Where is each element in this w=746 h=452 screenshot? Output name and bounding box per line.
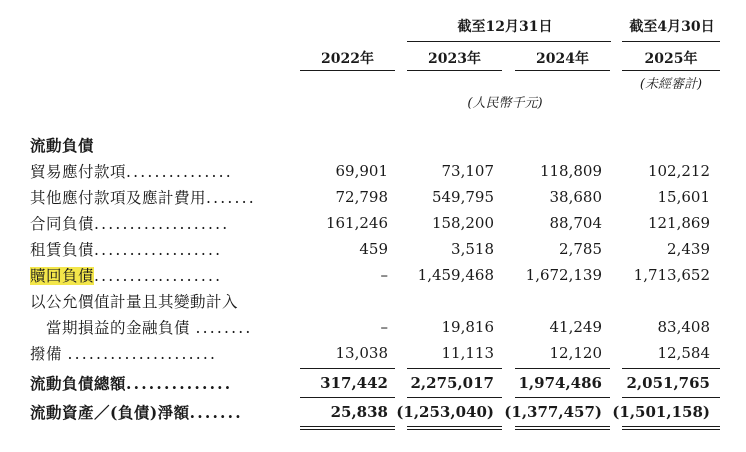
label-text: 其他應付款項及應計費用 bbox=[30, 189, 207, 207]
leader-dots: ............... bbox=[126, 163, 233, 181]
value-2025: 15,601 bbox=[657, 188, 710, 206]
subtotal-rule-2025 bbox=[622, 368, 720, 369]
year-2022: 2022年 bbox=[321, 51, 374, 67]
label-text: 合同負債 bbox=[30, 215, 95, 233]
value-2025: 1,713,652 bbox=[633, 266, 710, 284]
total-rule-2023 bbox=[407, 397, 502, 398]
year-2024: 2024年 bbox=[536, 51, 589, 67]
double-rule-top-2023 bbox=[407, 426, 502, 427]
double-rule-top-2022 bbox=[300, 426, 395, 427]
double-rule-bottom-2025 bbox=[622, 429, 720, 430]
total-value-2022: 317,442 bbox=[320, 374, 388, 392]
double-rule-bottom-2024 bbox=[515, 429, 610, 430]
row-label-trade-payables bbox=[30, 160, 233, 182]
row-label-net-current-assets bbox=[30, 401, 243, 423]
total-rule-2022 bbox=[300, 397, 395, 398]
label-text: 租賃負債 bbox=[30, 241, 95, 259]
unit-note: (人民幣千元) bbox=[467, 96, 543, 111]
value-2023: 3,518 bbox=[451, 240, 494, 258]
value-2024: 2,785 bbox=[559, 240, 602, 258]
total-value-2023: 2,275,017 bbox=[410, 374, 494, 392]
value-2025: 2,439 bbox=[667, 240, 710, 258]
value-2024: 88,704 bbox=[549, 214, 602, 232]
leader-dots: ....... bbox=[206, 189, 256, 207]
value-2025: 102,212 bbox=[647, 162, 710, 180]
value-2022: 161,246 bbox=[325, 214, 388, 232]
value-2023: 19,816 bbox=[441, 318, 494, 336]
row-label-other-payables bbox=[30, 186, 256, 208]
label-text: 貿易應付款項 bbox=[30, 163, 127, 181]
net-value-2022: 25,838 bbox=[330, 403, 388, 421]
value-2023: 549,795 bbox=[431, 188, 494, 206]
value-2024: 118,809 bbox=[539, 162, 602, 180]
value-2022: 459 bbox=[359, 240, 388, 258]
net-value-2025: (1,501,158) bbox=[612, 403, 710, 421]
label-text: 流動負債總額 bbox=[30, 374, 127, 393]
year-rule-2025 bbox=[622, 70, 720, 71]
double-rule-top-2025 bbox=[622, 426, 720, 427]
period-group-apr30: 截至4月30日 bbox=[629, 19, 715, 35]
label-text: 以公允價值計量且其變動計入 bbox=[30, 293, 239, 311]
value-2025: 12,584 bbox=[657, 344, 710, 362]
net-value-2023: (1,253,040) bbox=[396, 403, 494, 421]
leader-dots: .................. bbox=[94, 241, 223, 259]
label-text: 流動資產／(負債)淨額 bbox=[30, 403, 190, 422]
total-value-2025: 2,051,765 bbox=[626, 374, 710, 392]
value-2024: 1,672,139 bbox=[525, 266, 602, 284]
leader-dots: ................... bbox=[94, 215, 230, 233]
label-text: 當期損益的金融負債 bbox=[46, 319, 191, 337]
leader-dots: ....... bbox=[189, 403, 243, 422]
leader-dots: ........ bbox=[195, 319, 253, 337]
row-label-provisions bbox=[30, 342, 217, 364]
value-2025: 121,869 bbox=[647, 214, 710, 232]
value-2023: 11,113 bbox=[441, 344, 494, 362]
year-rule-2024 bbox=[515, 70, 610, 71]
value-2022: 69,901 bbox=[335, 162, 388, 180]
row-label-fvtpl-line1 bbox=[30, 290, 238, 312]
year-rule-2023 bbox=[407, 70, 502, 71]
leader-dots: .................. bbox=[94, 267, 223, 285]
value-2023: 1,459,468 bbox=[417, 266, 494, 284]
subtotal-rule-2023 bbox=[407, 368, 502, 369]
value-2023: 158,200 bbox=[431, 214, 494, 232]
subtotal-rule-2022 bbox=[300, 368, 395, 369]
label-text: 撥備 bbox=[30, 345, 63, 363]
value-2025: 83,408 bbox=[657, 318, 710, 336]
period-group-dec31: 截至12月31日 bbox=[457, 19, 553, 35]
row-label-total-current-liabilities bbox=[30, 372, 232, 394]
leader-dots: ..................... bbox=[67, 345, 218, 363]
subtotal-rule-2024 bbox=[515, 368, 610, 369]
double-rule-bottom-2023 bbox=[407, 429, 502, 430]
year-2023: 2023年 bbox=[428, 51, 481, 67]
value-2022: – bbox=[380, 266, 388, 284]
value-2022: 72,798 bbox=[335, 188, 388, 206]
double-rule-bottom-2022 bbox=[300, 429, 395, 430]
total-rule-2024 bbox=[515, 397, 610, 398]
value-2022: – bbox=[380, 318, 388, 336]
leader-dots: .............. bbox=[126, 374, 233, 393]
row-label-fvtpl-line2 bbox=[46, 316, 252, 338]
double-rule-top-2024 bbox=[515, 426, 610, 427]
total-rule-2025 bbox=[622, 397, 720, 398]
section-title: 流動負債 bbox=[30, 136, 95, 155]
value-2024: 38,680 bbox=[549, 188, 602, 206]
label-text-highlighted: 贖回負債 bbox=[30, 267, 95, 285]
value-2024: 41,249 bbox=[549, 318, 602, 336]
header-rule-dec31 bbox=[407, 41, 611, 42]
total-value-2024: 1,974,486 bbox=[518, 374, 602, 392]
year-rule-2022 bbox=[300, 70, 395, 71]
row-label-contract-liabilities bbox=[30, 212, 229, 234]
unaudited-note: (未經審計) bbox=[639, 77, 703, 92]
year-2025: 2025年 bbox=[644, 51, 698, 67]
value-2023: 73,107 bbox=[441, 162, 494, 180]
header-rule-apr30 bbox=[622, 41, 720, 42]
value-2024: 12,120 bbox=[549, 344, 602, 362]
net-value-2024: (1,377,457) bbox=[504, 403, 602, 421]
value-2022: 13,038 bbox=[335, 344, 388, 362]
row-label-lease-liabilities bbox=[30, 238, 222, 260]
row-label-redemption-liabilities bbox=[30, 264, 222, 286]
